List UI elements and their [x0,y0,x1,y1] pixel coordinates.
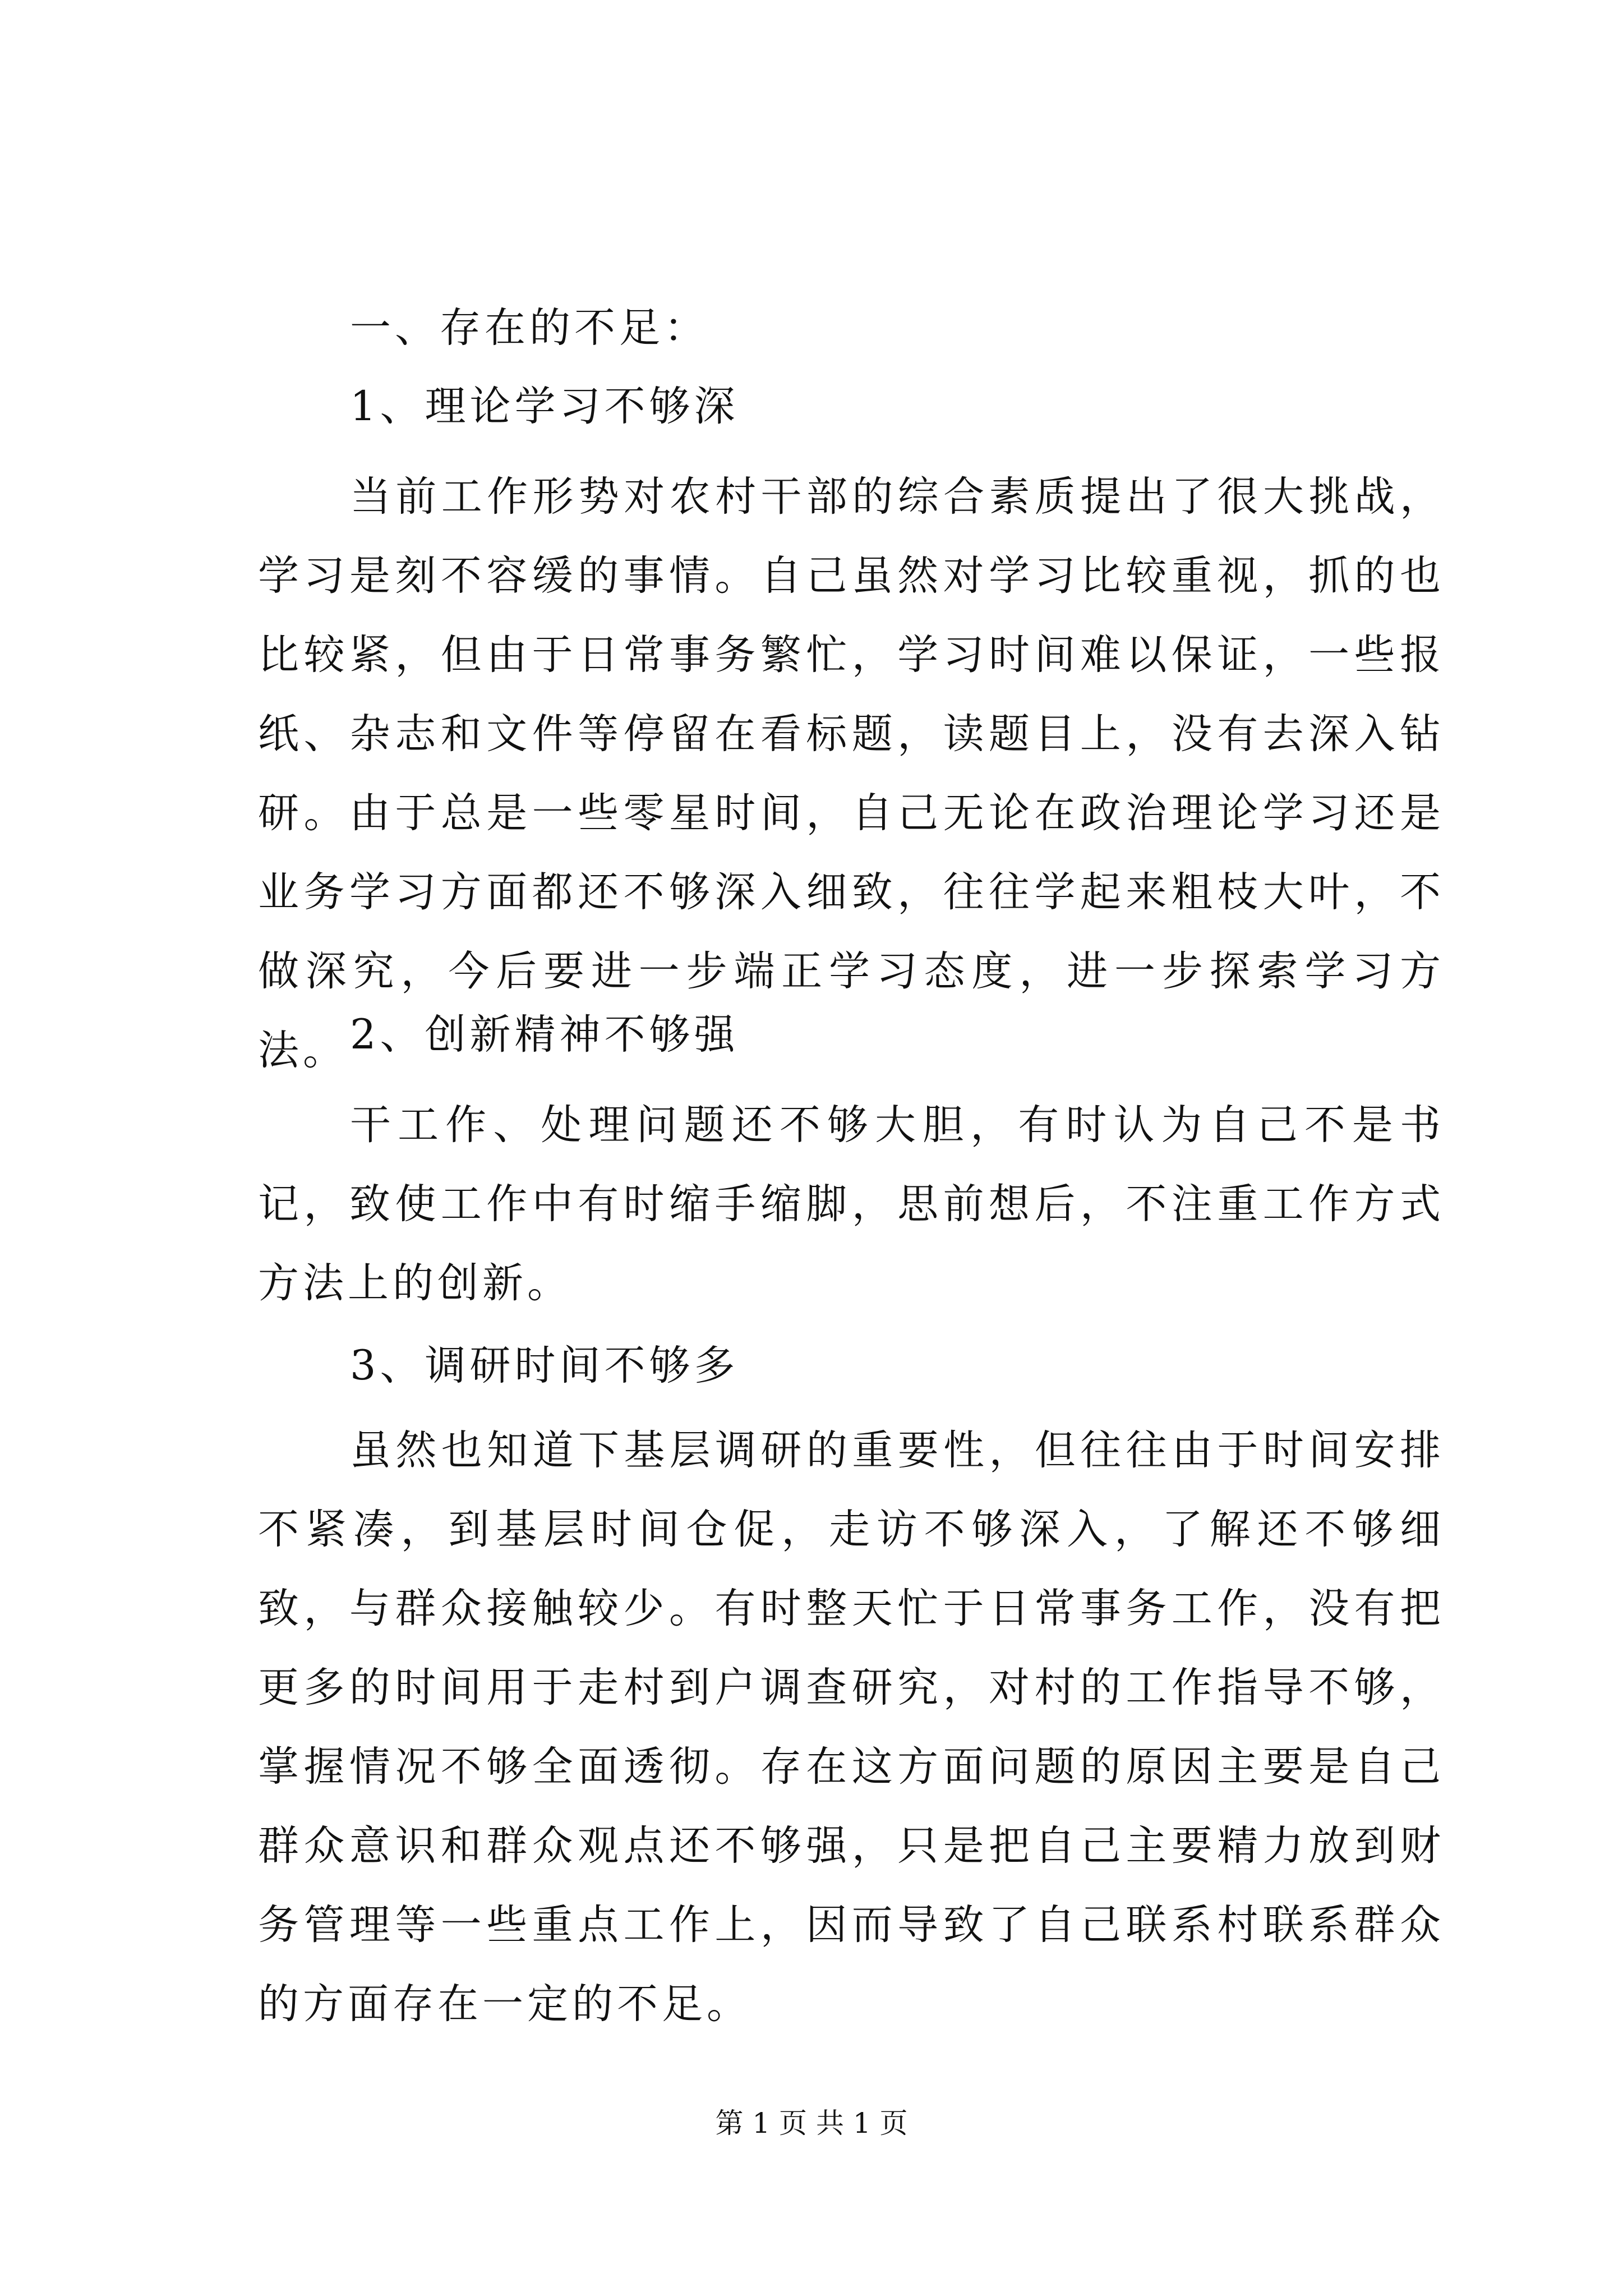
item-3-title: 3、调研时间不够多 [350,1342,739,1389]
item-2-title: 2、创新精神不够强 [350,1011,739,1059]
item-2-body: 干工作、处理问题还不够大胆，有时认为自己不是书记，致使工作中有时缩手缩脚，思前想后，不注重工作方式方法上的创新。 [258,1101,1445,1307]
section-heading: 一、存在的不足： [350,304,709,352]
item-1-body: 当前工作形势对农村干部的综合素质提出了很大挑战，学习是刻不容缓的事情。自己虽然对学习比较重视，抓的也比较紧，但由于日常事务繁忙，学习时间难以保证，一些报纸、杂志和文件等停留在看标题，读题目上，没有去深入钻研。由于总是一些零星时间，自己无论在政治理论学习还是业务学习方面都还不够深入细致，往往学起来粗枝大叶，不做深究，今后要进一步端正学习态度，进一步探索学习方法。 [258,473,1445,1074]
item-3-body: 虽然也知道下基层调研的重要性，但往往由于时间安排不紧凑，到基层时间仓促，走访不够深入，了解还不够细致，与群众接触较少。有时整天忙于日常事务工作，没有把更多的时间用于走村到户调查研究，对村的工作指导不够，掌握情况不够全面透彻。存在这方面问题的原因主要是自己群众意识和群众观点还不够强，只是把自己主要精力放到财务管理等一些重点工作上，因而导致了自己联系村联系群众的方面存在一定的不足。 [258,1427,1445,2028]
item-1-title: 1、理论学习不够深 [350,383,739,430]
page-footer: 第 1 页 共 1 页 [715,2107,908,2139]
